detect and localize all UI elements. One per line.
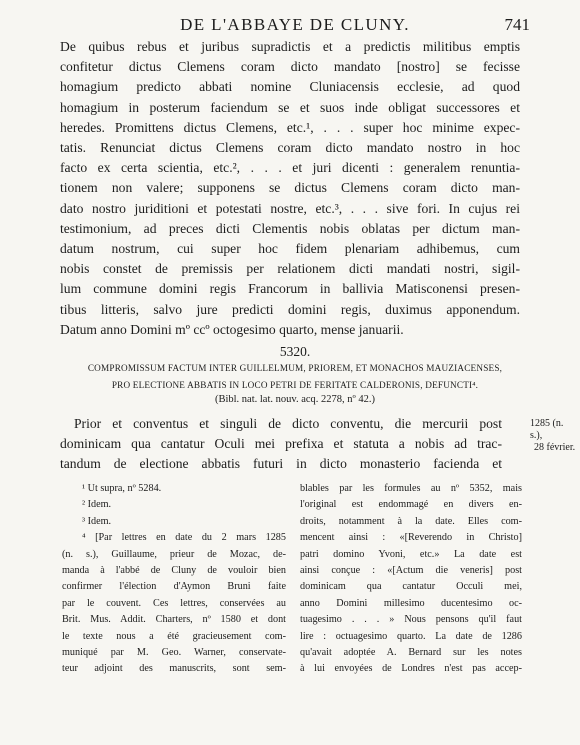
text-line: lum commune domini regis Francorum in ballivia Matisconensi presen- [60, 281, 520, 297]
footnote-line: droits, notamment à la date. Elles com- [300, 515, 522, 527]
charter-title-line: COMPROMISSUM FACTUM INTER GUILLELMUM, PRIOREM, ET MONACHOS MAUZIACENSES, [87, 363, 503, 373]
text-line: dato nostro juriditioni et potestati nostre, etc.³, . . . sive fori. In cujus rei [60, 200, 520, 216]
footnote-line: ² Idem. [82, 499, 112, 511]
footnote-line: dominicam qua cantatur Occuli mei, [300, 581, 522, 593]
footnote-line: blables par les formules au nº 5352, mais [300, 483, 522, 494]
charter-title-line: PRO ELECTIONE ABBATIS IN LOCO PETRI DE FERITATE CALDERONIS, DEFUNCTI⁴. [111, 380, 479, 390]
margin-date-line: 1285 (n. s.), [530, 418, 564, 441]
footnote-line: tuagesimo . . . » Nous pensons qu'il faut [300, 614, 522, 626]
charter-source: (Bibl. nat. lat. nouv. acq. 2278, nº 42.) [214, 394, 376, 405]
page-number: 741 [504, 15, 530, 34]
footnote-line: confirmer l'élection d'Aymon Bruni faite [62, 581, 286, 593]
charter-number: 5320. [279, 344, 311, 359]
margin-date [530, 418, 578, 454]
margin-date-line: 28 février. [534, 442, 576, 453]
main-text-block [60, 37, 520, 340]
charter-title [70, 360, 520, 394]
footnote-line: l'original est endommagé en divers en- [300, 499, 522, 511]
footnote-line: ¹ Ut supra, nº 5284. [82, 483, 162, 494]
footnote-line: à lui envoyées de Londres n'est pas accep- [300, 663, 522, 675]
footnote-line: ainsi conçue : «[Actum die veneris] post [300, 565, 522, 577]
charter-text-line: Prior et conventus et singuli de dicto conventu, die mercurii post [74, 416, 502, 431]
text-line: confitetur dictus Clemens coram dicto mandato [nostro] se fecisse [60, 59, 520, 75]
running-header [60, 15, 530, 39]
running-title: DE L'ABBAYE DE CLUNY. [180, 15, 410, 34]
text-line: tionem non valere; supponens se dictus Clemens coram dicto man- [60, 180, 520, 196]
text-line: facto ex certa scientia, etc.², . . . et juri dicenti : generalem renuntia- [60, 160, 520, 176]
footnotes-left-column [62, 481, 286, 678]
text-line: testimonium, ad preces dicti Clementis nobis oblatas per dictum man- [60, 220, 520, 236]
footnote-line: qu'avait adoptée A. Bernard sur les notes [300, 647, 522, 659]
footnote-line: muniqué par M. Geo. Warner, conservate- [62, 647, 286, 659]
text-line: homagium in posterum faciendum se et suos inde obligat successores et [60, 99, 520, 115]
footnote-line: mencent ainsi : «[Reverendo in Christo] [300, 532, 522, 544]
text-line: tatis. Renunciat dictus Clemens coram dicto mandato nostro in hoc [60, 140, 520, 156]
footnote-line: par le couvent. Ces lettres, conservées au [62, 597, 286, 609]
text-line: datum nostrum, cui super hoc fidem plenariam adhibemus, cum [60, 241, 520, 257]
charter-text-line: tandum de electione abbatis futuri in dicto monasterio facienda et [60, 456, 502, 472]
charter-text-block [60, 414, 502, 475]
text-line: Datum anno Domini mº ccº octogesimo quarto, mense januarii. [60, 321, 404, 337]
footnote-line: patri domino Yvoni, etc.» La date est [300, 548, 522, 560]
text-line: tibus litteris, salvo jure predicti domini regis, duximus apponendum. [60, 301, 520, 317]
footnote-line: (n. s.), Guillaume, prieur de Mozac, de- [62, 548, 286, 560]
footnote-line: manda à l'abbé de Cluny de vouloir bien [62, 565, 286, 577]
footnote-line: ³ Idem. [82, 515, 112, 527]
footnote-line: Brit. Mus. Addit. Charters, nº 1580 et dont [62, 614, 286, 626]
text-line: De quibus rebus et juribus supradictis et a predictis militibus emptis [60, 39, 520, 54]
charter-text-line: dominicam qua cantatur Oculi mei prefixa et statuta a nobis ad trac- [60, 436, 502, 452]
footnote-line: lire : octuagesimo quarto. La date de 1286 [300, 630, 522, 642]
text-line: nobis constet de premissis per relationem dicti mandati nostri, sigil- [60, 261, 520, 277]
footnote-line: le texte nous a été gracieusement com- [62, 630, 286, 642]
text-line: homagium predicto abbati nomine Cluniacensis ecclesie, ad quod [60, 79, 520, 95]
text-line: heredes. Promittens dictus Clemens, etc.¹, . . . super hoc minime expec- [60, 119, 520, 135]
footnote-line: ⁴ [Par lettres en date du 2 mars 1285 [82, 532, 286, 544]
footnotes-right-column [300, 481, 522, 678]
footnote-line: teur adjoint des manuscrits, sont sem- [62, 663, 286, 675]
footnote-line: anno Domini millesimo ducentesimo oc- [300, 597, 522, 609]
